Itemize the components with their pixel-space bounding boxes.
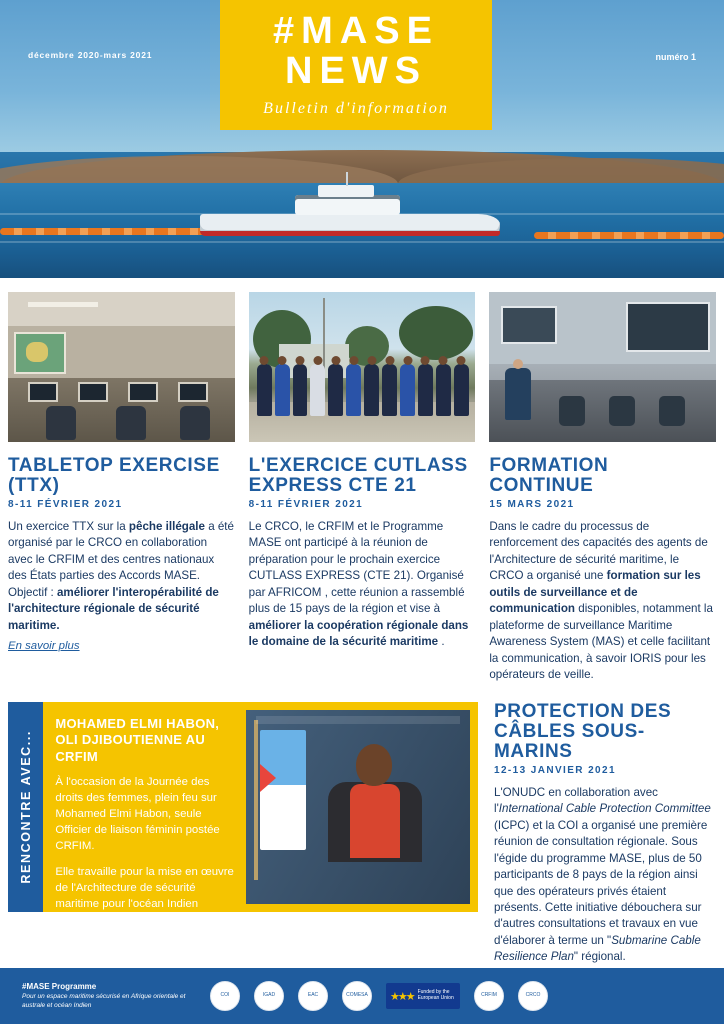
crfim-logo: CRFIM [474, 981, 504, 1011]
footer-logos [210, 981, 724, 1011]
footer-program-name: #MASE Programme [22, 981, 97, 991]
oil-boom-right [534, 232, 724, 239]
oil-boom-left [0, 228, 210, 235]
igad-logo: IGAD [254, 981, 284, 1011]
interview-spine-label [8, 702, 43, 912]
training-room-photo [489, 292, 716, 442]
article-date: 8-11 FÉVRIER 2021 [8, 498, 123, 510]
masthead-title-box [220, 0, 492, 130]
article-column-ttx [8, 292, 235, 683]
issue-period: décembre 2020-mars 2021 [28, 50, 153, 60]
interview-person-name: MOHAMED ELMI HABON, OLI DJIBOUTIENNE AU CRFIM [55, 716, 220, 764]
article-date: 12-13 JANVIER 2021 [494, 764, 616, 776]
article-body: L'ONUDC en collaboration avec l'International Cable Protection Committee (ICPC) et la COI a organisé une première réunion de consultation régionale. Sous l'égide du programme MASE, plus de 50 participants de 8 pays de la région ainsi que des opérateurs privés étaient présents. Cette initiative débouchera sur d'autres consultations et travaux en vue d'élaborer à terme un "Submarine Cable Resilience Plan" régional. [494, 785, 711, 964]
article-column-cutlass [249, 292, 476, 683]
article-title: L'EXERCICE CUTLASS EXPRESS CTE 21 [248, 455, 468, 496]
eu-logo [386, 983, 460, 1009]
article-body: Un exercice TTX sur la pêche illégale a été organisé par le CRCO en collaboration avec le CRFIM et des centres nationaux des États parties des Accords MASE. Objectif : améliorer l'interopérabilité de l'architecture régionale de sécurité maritime. [8, 519, 234, 632]
interview-block [8, 702, 478, 949]
eu-logo-label: Funded by the European Union [417, 989, 454, 1001]
comesa-logo: COMESA [342, 981, 372, 1011]
patrol-boat-illustration [200, 186, 500, 242]
eac-logo: EAC [298, 981, 328, 1011]
interview-read-more-link[interactable]: En savoir plus [55, 936, 127, 949]
read-more-link[interactable]: En savoir plus [8, 640, 80, 653]
masthead-subtitle: Bulletin d'information [263, 99, 449, 117]
masthead-banner [0, 0, 724, 278]
group-photo [249, 292, 476, 442]
footer-program-info [0, 982, 210, 1011]
footer-bar [0, 968, 724, 1024]
article-title: FORMATION CONTINUE [489, 455, 609, 496]
interview-text [43, 702, 246, 949]
interview-paragraph-1: À l'occasion de la Journée des droits des femmes, plein feu sur Mohamed Elmi Habon, seule Officier de liaison féminin postée CRFIM. [55, 775, 220, 852]
article-date: 8-11 FÉVRIER 2021 [248, 498, 364, 510]
article-body: Le CRCO, le CRFIM et le Programme MASE ont participé à la réunion de préparation pour le prochain exercice CUTLASS EXPRESS (CTE 21). Organisé par AFRICOM , cette réunion a rassemblé plus de 15 pays de la région et vise à améliorer la coopération régionale dans le domaine de la sécurité maritime . [248, 519, 469, 649]
interview-portrait-photo [246, 710, 470, 904]
coi-logo: COI [210, 981, 240, 1011]
interview-spine-text: RENCONTRE AVEC... [18, 730, 33, 884]
article-column-formation [489, 292, 716, 683]
article-title: TABLETOP EXERCISE (TTX) [8, 455, 220, 496]
crco-logo: CRCO [518, 981, 548, 1011]
articles-row [0, 292, 724, 683]
control-room-photo [8, 292, 235, 442]
article-body: Dans le cadre du processus de renforcement des capacités des agents de l'Architecture de sécurité maritime, le CRCO a organisé une formation sur les outils de surveillance et de communication disponibles, notamment la plateforme de surveillance Maritime Awareness System (MAS) et celle facilitant la communication, à savoir IORIS pour les opérateurs de veille. [489, 519, 713, 681]
masthead-title-line1: #MASE [273, 10, 439, 53]
eu-stars-icon: ★★★ [390, 990, 414, 1003]
article-title: PROTECTION DES CÂBLES SOUS-MARINS [494, 701, 672, 762]
masthead-title-line2: NEWS [285, 50, 427, 92]
issue-number: numéro 1 [655, 52, 696, 62]
article-date: 15 MARS 2021 [489, 498, 575, 510]
article-column-cables [494, 702, 716, 986]
interview-paragraph-2: Elle travaille pour la mise en œuvre de l'Architecture de sécurité maritime pour l'océan Indien occidental. [55, 865, 234, 926]
footer-tagline: Pour un espace maritime sécurisé en Afrique orientale et australe et océan Indien [22, 992, 186, 1009]
